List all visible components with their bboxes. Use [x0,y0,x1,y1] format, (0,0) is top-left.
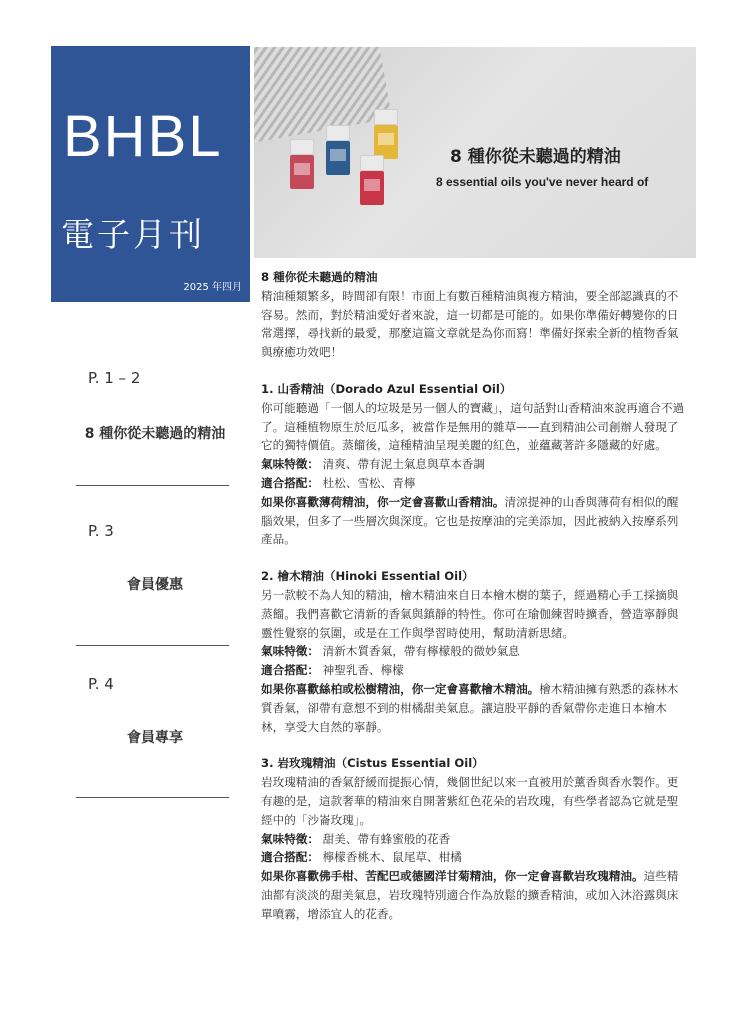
scent-value: 甜美、帶有蜂蜜般的花香 [322,831,451,846]
tip-text: 這些精油都有淡淡的甜美氣息，岩玫瑰特別適合作為放鬆的擴香精油，或加入沐浴露與床單噴霧，增添宜人的花香。 [261,869,679,921]
issue-date: 2025 年四月 [183,282,242,293]
pairing-value: 檸檬香桃木、鼠尾草、柑橘 [322,850,462,865]
article [261,268,687,924]
toc-page-number: P. 1 – 2 [88,369,141,387]
toc-item-member-offers[interactable]: 會員優惠 [127,577,183,593]
oil-bottle-icon [290,139,314,189]
hero-title: 8 種你從未聽過的精油 [450,147,621,167]
scent-value: 清爽、帶有泥土氣息與草本香調 [322,457,485,472]
oil-bottle-icon [374,109,398,159]
pairing-label: 適合搭配： [261,475,319,490]
scent-line [261,642,687,661]
toc-page-number: P. 3 [88,522,114,540]
newsletter-subtitle: 電子月刊 [61,215,205,254]
pairing-line [261,661,687,680]
masthead [51,46,250,302]
tip-bold: 如果你喜歡佛手柑、苦配巴或德國洋甘菊精油，你一定會喜歡岩玫瑰精油。 [261,869,644,884]
section-body: 岩玫瑰精油的香氣舒緩而提振心情，幾個世紀以來一直被用於薰香與香水製作。更有趣的是，這款奢華的精油來自開著紫紅色花朵的岩玫瑰，有些學者認為它就是聖經中的「沙崙玫瑰」。 [261,775,679,827]
oil-bottle-icon [326,125,350,175]
scent-label: 氣味特徵： [261,457,319,472]
section-title: 3. 岩玫瑰精油（Cistus Essential Oil） [261,756,484,771]
divider [76,485,229,486]
scent-label: 氣味特徵： [261,831,319,846]
tip-bold: 如果你喜歡絲柏或松樹精油，你一定會喜歡檜木精油。 [261,681,540,696]
tip-paragraph [261,680,687,736]
pairing-label: 適合搭配： [261,850,319,865]
toc-page-number: P. 4 [88,675,114,693]
pairing-value: 杜松、雪松、青檸 [322,475,416,490]
pairing-label: 適合搭配： [261,663,319,678]
section-title: 2. 檜木精油（Hinoki Essential Oil） [261,569,474,584]
toc-item-member-exclusive[interactable]: 會員專享 [127,730,183,746]
tip-paragraph [261,493,687,549]
section-body: 另一款較不為人知的精油，檜木精油來自日本檜木樹的葉子，經過精心手工採摘與蒸餾。我們喜歡它清新的香氣與鎮靜的特性。你可在瑜伽練習時擴香，營造寧靜與靈性覺察的氛圍，或是在工作與學習時使用，幫助清新思緒。 [261,587,679,640]
divider [76,797,229,798]
newsletter-title: BHBL [63,104,223,169]
tip-text: 清涼提神的山香與薄荷有相似的醒腦效果，但多了一些層次與深度。它也是按摩油的完美添加，因此被納入按摩系列產品。 [261,494,679,547]
woven-mat-image [254,47,392,144]
pairing-line [261,848,687,867]
scent-value: 清新木質香氣，帶有檸檬般的微妙氣息 [322,644,520,659]
section-title: 1. 山香精油（Dorado Azul Essential Oil） [261,381,512,396]
oil-bottle-icon [360,155,384,205]
article-heading: 8 種你從未聽過的精油 [261,270,378,284]
tip-paragraph [261,867,687,923]
section-body: 你可能聽過「一個人的垃圾是另一個人的寶藏」，這句話對山香精油來說再適合不過了。這種植物原生於厄瓜多，被當作是無用的雜草——直到精油公司創辦人發現了它的獨特價值。蒸餾後，這種精油呈現美麗的紅色，並蘊藏著許多隱藏的好處。 [261,400,685,453]
tip-bold: 如果你喜歡薄荷精油，你一定會喜歡山香精油。 [261,494,505,509]
hero-subtitle: 8 essential oils you've never heard of [436,175,649,189]
tip-text: 檜木精油擁有熟悉的森林木質香氣，卻帶有意想不到的柑橘甜美氣息。讓這股平靜的香氣帶你走進日本檜木林，享受大自然的寧靜。 [261,681,679,734]
article-intro: 精油種類繁多，時間卻有限！市面上有數百種精油與複方精油，要全部認識真的不容易。然而，對於精油愛好者來說，這一切都是可能的。如果你準備好轉變你的日常選擇，尋找新的最愛，那麼這篇文章就是為你而寫！準備好探索全新的植物香氣與療癒功效吧！ [261,288,679,360]
scent-line [261,830,687,849]
scent-label: 氣味特徵： [261,644,319,659]
toc-item-essential-oils[interactable]: 8 種你從未聽過的精油 [84,426,226,442]
divider [76,645,229,646]
pairing-line [261,474,687,493]
pairing-value: 神聖乳香、檸檬 [322,663,404,678]
hero-image [254,47,696,258]
scent-line [261,455,687,474]
